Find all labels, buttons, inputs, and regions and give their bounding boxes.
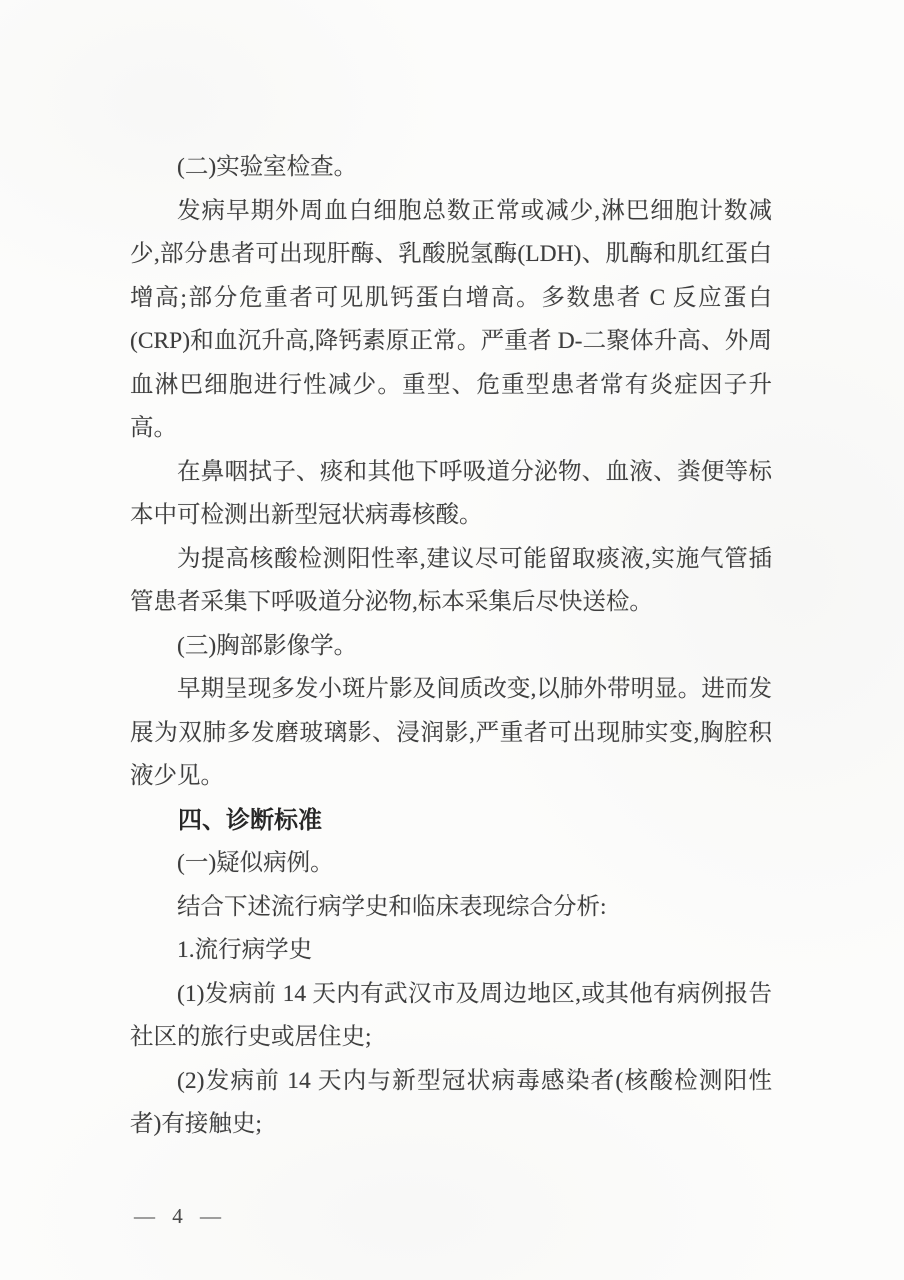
paragraph-lab-exam-title: (二)实验室检查。 <box>177 154 358 180</box>
paragraph-epi-history-item-1: (1)发病前 14 天内有武汉市及周边地区,或其他有病例报告社区的旅行史或居住史; <box>130 980 772 1050</box>
paragraph-epi-history-title: 1.流行病学史 <box>177 937 313 963</box>
paragraph-specimen-detection: 在鼻咽拭子、痰和其他下呼吸道分泌物、血液、粪便等标本中可检测出新型冠状病毒核酸。 <box>130 458 772 528</box>
paragraph-suspected-case-intro: 结合下述流行病学史和临床表现综合分析: <box>177 893 607 920</box>
paragraph-lab-exam-findings: 发病早期外周血白细胞总数正常或减少,淋巴细胞计数减少,部分患者可出现肝酶、乳酸脱氢酶(LDH)、肌酶和肌红蛋白增高;部分危重者可见肌钙蛋白增高。多数患者 C 反应蛋白(CRP)和血沉升高,降钙素原正常。严重者 D-二聚体升高、外周血淋巴细胞进行性减少。重型、危重型患者常有炎症因子升高。 <box>130 197 772 441</box>
paragraph-epi-history-item-2: (2)发病前 14 天内与新型冠状病毒感染者(核酸检测阳性者)有接触史; <box>130 1067 772 1137</box>
document-body <box>130 146 772 1147</box>
paragraph-specimen-advice: 为提高核酸检测阳性率,建议尽可能留取痰液,实施气管插管患者采集下呼吸道分泌物,标本采集后尽快送检。 <box>130 545 772 615</box>
section-heading-diagnosis-criteria: 四、诊断标准 <box>178 806 322 834</box>
page-number: — 4 — <box>134 1204 222 1228</box>
paragraph-suspected-case-title: (一)疑似病例。 <box>177 850 334 876</box>
paragraph-chest-imaging-title: (三)胸部影像学。 <box>177 632 358 659</box>
paragraph-chest-imaging-findings: 早期呈现多发小斑片影及间质改变,以肺外带明显。进而发展为双肺多发磨玻璃影、浸润影,严重者可出现肺实变,胸腔积液少见。 <box>130 676 772 789</box>
